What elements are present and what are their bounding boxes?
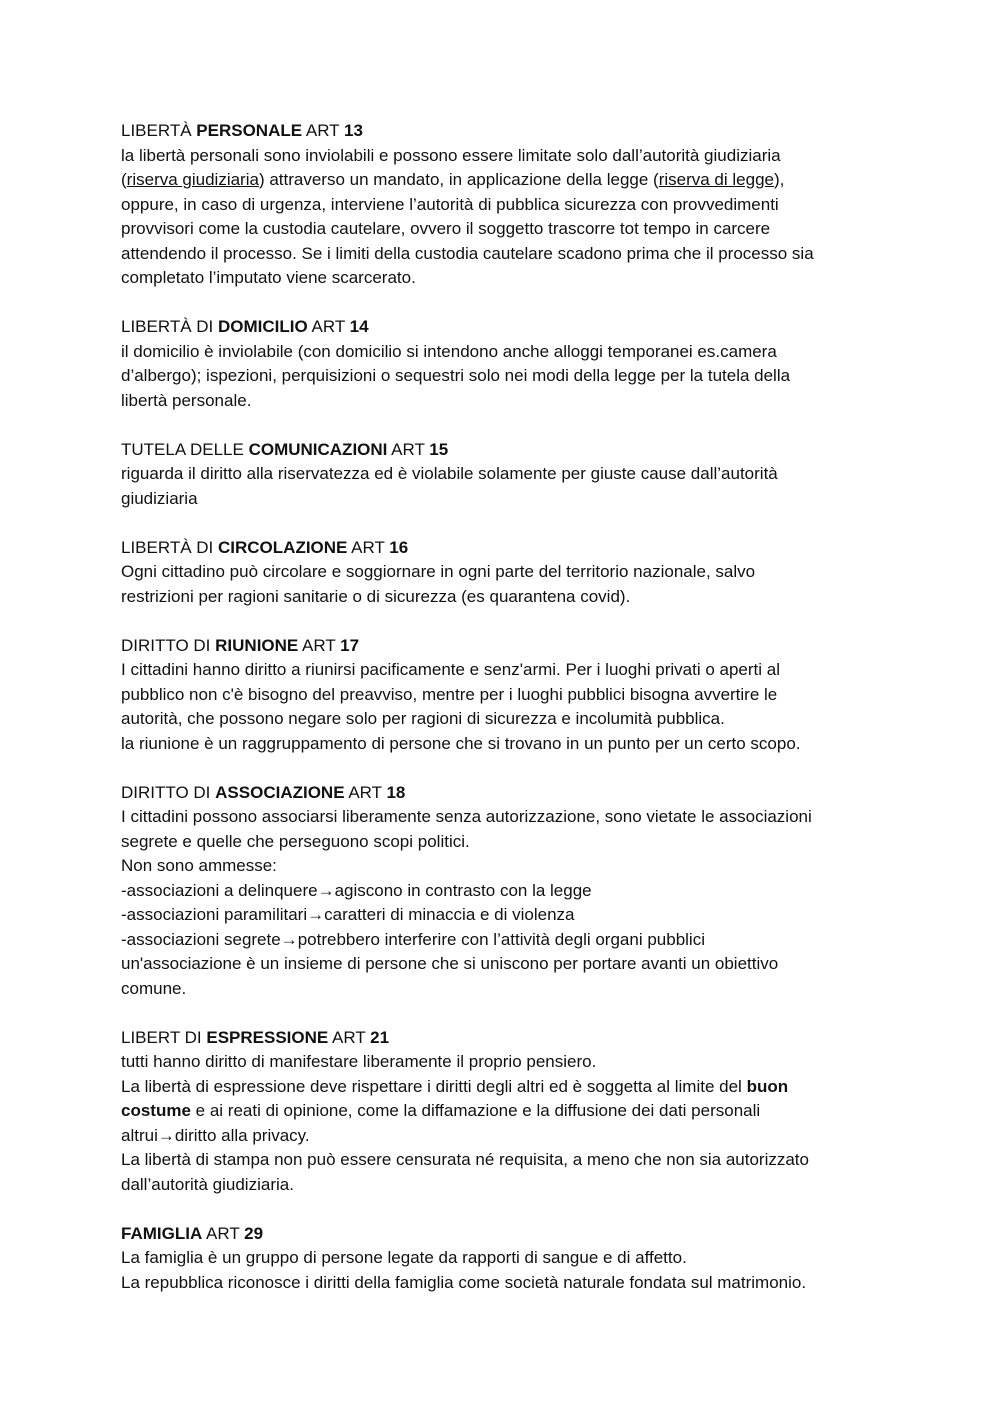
body-text: comune. <box>121 978 187 998</box>
paragraph-line <box>121 266 891 291</box>
heading-text: ART <box>298 635 341 655</box>
paragraph-line <box>121 854 891 879</box>
body-text: dall’autorità giudiziaria. <box>121 1174 294 1194</box>
body-text: segrete e quelle che perseguono scopi politici. <box>121 831 470 851</box>
paragraph-line <box>121 1099 891 1124</box>
body-text: riguarda il diritto alla riservatezza ed è violabile solamente per giuste cause dall’autorità <box>121 464 778 483</box>
body-text: la libertà personali sono inviolabili e possono essere limitate solo dall’autorità giudiziaria <box>121 145 781 165</box>
article-section <box>121 634 891 757</box>
heading-text: ART <box>347 537 390 557</box>
article-section <box>121 536 891 610</box>
paragraph-line <box>121 462 891 487</box>
body-text: completato l’imputato viene scarcerato. <box>121 268 416 287</box>
paragraph-line <box>121 732 891 757</box>
heading-text: FAMIGLIA <box>121 1223 203 1243</box>
paragraph-line <box>121 340 891 365</box>
body-text: giudiziaria <box>121 488 198 508</box>
heading-text: LIBERT DI <box>121 1027 207 1047</box>
body-text: La famiglia è un gruppo di persone legate da rapporti di sangue e di affetto. <box>121 1248 687 1267</box>
body-text: I cittadini hanno diritto a riunirsi pacificamente e senz'armi. Per i luoghi privati o aperti al <box>121 660 781 679</box>
paragraph-line <box>121 683 891 708</box>
article-heading <box>121 1026 891 1051</box>
paragraph-line <box>121 903 891 928</box>
heading-text: ART <box>202 1223 245 1243</box>
article-heading <box>121 315 891 340</box>
body-text: il domicilio è inviolabile (con domicilio si intendono anche alloggi temporanei es.camera <box>121 341 777 361</box>
article-section <box>121 119 891 291</box>
heading-text: COMUNICAZIONI <box>248 439 388 459</box>
body-text: La repubblica riconosce i diritti della famiglia come società naturale fondata sul matrimonio. <box>121 1272 807 1292</box>
bold-term: costume <box>121 1101 191 1120</box>
article-heading <box>121 781 891 806</box>
heading-text: DOMICILIO <box>218 317 308 336</box>
body-text: Non sono ammesse: <box>121 856 277 875</box>
heading-text: 14 <box>349 317 369 336</box>
heading-text: TUTELA DELLE <box>121 439 249 459</box>
underlined-term: riserva di legge <box>658 170 774 189</box>
body-text: libertà personale. <box>121 390 252 410</box>
paragraph-line <box>121 1124 891 1149</box>
body-text: pubblico non c'è bisogno del preavviso, mentre per i luoghi pubblici bisogna avvertire le <box>121 684 778 704</box>
document-page <box>121 119 891 1320</box>
heading-text: DIRITTO DI <box>121 635 216 655</box>
heading-text: DIRITTO DI <box>121 782 216 802</box>
body-text: oppure, in caso di urgenza, interviene l’autorità di pubblica sicurezza con provvedimenti <box>121 194 779 214</box>
heading-text: CIRCOLAZIONE <box>218 537 348 557</box>
paragraph-line <box>121 1075 891 1100</box>
paragraph-line <box>121 1271 891 1296</box>
body-text: ( <box>121 170 127 189</box>
paragraph-line <box>121 560 891 585</box>
article-section <box>121 315 891 413</box>
body-text: provvisori come la custodia cautelare, ovvero il soggetto trascorre tot tempo in carcere <box>121 219 771 238</box>
paragraph-line <box>121 585 891 610</box>
paragraph-line <box>121 928 891 953</box>
body-text: autorità, che possono negare solo per ragioni di sicurezza e incolumità pubblica. <box>121 709 725 728</box>
body-text: la riunione è un raggruppamento di persone che si trovano in un punto per un certo scopo. <box>121 733 801 753</box>
article-heading <box>121 634 891 659</box>
paragraph-line <box>121 1050 891 1075</box>
heading-text: LIBERTÀ DI <box>121 317 218 336</box>
heading-text: 15 <box>429 439 449 459</box>
heading-text: 17 <box>340 635 360 655</box>
article-section <box>121 781 891 1002</box>
article-section <box>121 1222 891 1296</box>
paragraph-line <box>121 487 891 512</box>
heading-text: ESPRESSIONE <box>206 1027 329 1047</box>
body-text: restrizioni per ragioni sanitarie o di sicurezza (es quarantena covid). <box>121 586 631 606</box>
body-text: -associazioni a delinquere→agiscono in contrasto con la legge <box>121 880 592 900</box>
body-text: -associazioni segrete→potrebbero interferire con l’attività degli organi pubblici <box>121 929 705 949</box>
body-text: attendendo il processo. Se i limiti della custodia cautelare scadono prima che il processo sia <box>121 243 814 263</box>
body-text: La libertà di stampa non può essere censurata né requisita, a meno che non sia autorizzato <box>121 1150 809 1169</box>
heading-text: 29 <box>244 1223 264 1243</box>
paragraph-line <box>121 977 891 1002</box>
paragraph-line <box>121 830 891 855</box>
heading-text: 21 <box>370 1027 390 1047</box>
body-text: un'associazione è un insieme di persone che si uniscono per portare avanti un obiettivo <box>121 954 779 973</box>
heading-text: PERSONALE <box>196 121 303 140</box>
body-text: -associazioni paramilitari→caratteri di minaccia e di violenza <box>121 905 575 924</box>
article-heading <box>121 438 891 463</box>
paragraph-line <box>121 168 891 193</box>
heading-text: RIUNIONE <box>215 635 299 655</box>
paragraph-line <box>121 193 891 218</box>
body-text: ) attraverso un mandato, in applicazione della legge ( <box>258 170 659 189</box>
paragraph-line <box>121 364 891 389</box>
heading-text: ART <box>344 782 387 802</box>
heading-text: ASSOCIAZIONE <box>215 782 345 802</box>
heading-text: LIBERTÀ DI <box>121 537 218 557</box>
paragraph-line <box>121 658 891 683</box>
body-text: ), <box>773 170 785 189</box>
paragraph-line <box>121 1148 891 1173</box>
body-text: tutti hanno diritto di manifestare liberamente il proprio pensiero. <box>121 1052 597 1071</box>
heading-text: ART <box>328 1027 371 1047</box>
heading-text: LIBERTÀ <box>121 121 197 140</box>
paragraph-line <box>121 1173 891 1198</box>
paragraph-line <box>121 217 891 242</box>
heading-text: 18 <box>386 782 406 802</box>
body-text: altrui→diritto alla privacy. <box>121 1125 310 1145</box>
paragraph-line <box>121 1246 891 1271</box>
article-heading <box>121 119 891 144</box>
body-text: Ogni cittadino può circolare e soggiornare in ogni parte del territorio nazionale, salvo <box>121 562 756 581</box>
body-text: e ai reati di opinione, come la diffamazione e la diffusione dei dati personali <box>190 1101 761 1120</box>
bold-term: buon <box>746 1076 789 1096</box>
article-heading <box>121 536 891 561</box>
paragraph-line <box>121 952 891 977</box>
article-section <box>121 1026 891 1198</box>
heading-text: 16 <box>389 537 409 557</box>
body-text: I cittadini possono associarsi liberamente senza autorizzazione, sono vietate le associazioni <box>121 807 812 826</box>
paragraph-line <box>121 389 891 414</box>
heading-text: ART <box>387 439 430 459</box>
body-text: La libertà di espressione deve rispettare i diritti degli altri ed è soggetta al limite del <box>121 1076 747 1096</box>
article-section <box>121 438 891 512</box>
paragraph-line <box>121 879 891 904</box>
article-heading <box>121 1222 891 1247</box>
paragraph-line <box>121 242 891 267</box>
paragraph-line <box>121 707 891 732</box>
heading-text: ART <box>302 121 344 140</box>
body-text: d’albergo); ispezioni, perquisizioni o sequestri solo nei modi della legge per la tutela della <box>121 366 791 385</box>
underlined-term: riserva giudiziaria <box>126 170 259 189</box>
paragraph-line <box>121 144 891 169</box>
paragraph-line <box>121 805 891 830</box>
heading-text: 13 <box>343 121 363 140</box>
heading-text: ART <box>307 317 350 336</box>
